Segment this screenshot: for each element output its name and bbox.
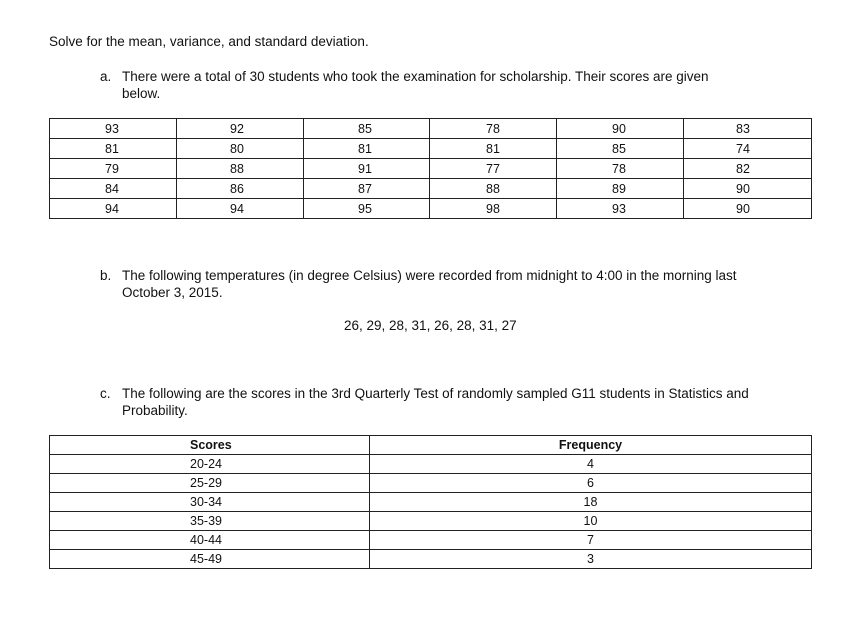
part-a-marker: a.	[100, 69, 112, 84]
score-interval-cell: 30-34	[50, 493, 370, 512]
part-c-text-line2: Probability.	[122, 403, 188, 418]
score-cell: 98	[430, 199, 557, 219]
table-row	[50, 179, 812, 199]
scores-table	[49, 118, 812, 219]
part-c-text-line1: The following are the scores in the 3rd Quarterly Test of randomly sampled G11 students in Statistics and	[122, 386, 749, 401]
part-b-marker: b.	[100, 268, 112, 283]
score-cell: 80	[177, 139, 304, 159]
score-cell: 81	[430, 139, 557, 159]
frequency-cell: 3	[370, 550, 812, 569]
part-a-text-line1: There were a total of 30 students who took the examination for scholarship. Their scores are given	[122, 69, 709, 84]
frequency-table	[49, 435, 812, 569]
table-row	[50, 550, 812, 569]
score-interval-cell: 40-44	[50, 531, 370, 550]
table-row	[50, 199, 812, 219]
header-frequency: Frequency	[370, 436, 812, 455]
score-cell: 90	[557, 119, 684, 139]
table-row	[50, 119, 812, 139]
table-row	[50, 531, 812, 550]
score-cell: 78	[557, 159, 684, 179]
frequency-cell: 4	[370, 455, 812, 474]
table-row	[50, 159, 812, 179]
score-cell: 93	[557, 199, 684, 219]
score-cell: 90	[684, 199, 812, 219]
score-cell: 95	[304, 199, 430, 219]
instructions: Solve for the mean, variance, and standard deviation.	[49, 34, 369, 49]
frequency-cell: 10	[370, 512, 812, 531]
temperature-list: 26, 29, 28, 31, 26, 28, 31, 27	[344, 318, 517, 333]
frequency-cell: 6	[370, 474, 812, 493]
frequency-cell: 7	[370, 531, 812, 550]
score-interval-cell: 20-24	[50, 455, 370, 474]
score-cell: 88	[430, 179, 557, 199]
score-cell: 79	[50, 159, 177, 179]
table-row	[50, 139, 812, 159]
score-cell: 92	[177, 119, 304, 139]
score-interval-cell: 25-29	[50, 474, 370, 493]
frequency-cell: 18	[370, 493, 812, 512]
part-c-marker: c.	[100, 386, 111, 401]
score-interval-cell: 35-39	[50, 512, 370, 531]
score-cell: 85	[557, 139, 684, 159]
score-cell: 81	[50, 139, 177, 159]
part-a-text-line2: below.	[122, 86, 161, 101]
part-b-text-line1: The following temperatures (in degree Celsius) were recorded from midnight to 4:00 in the morning last	[122, 268, 737, 283]
score-cell: 91	[304, 159, 430, 179]
score-cell: 88	[177, 159, 304, 179]
table-row	[50, 493, 812, 512]
score-cell: 77	[430, 159, 557, 179]
score-cell: 84	[50, 179, 177, 199]
table-row	[50, 512, 812, 531]
score-cell: 85	[304, 119, 430, 139]
score-cell: 94	[177, 199, 304, 219]
score-cell: 86	[177, 179, 304, 199]
score-cell: 83	[684, 119, 812, 139]
score-cell: 82	[684, 159, 812, 179]
score-cell: 87	[304, 179, 430, 199]
score-interval-cell: 45-49	[50, 550, 370, 569]
score-cell: 90	[684, 179, 812, 199]
frequency-table-header	[50, 436, 812, 455]
part-b-text-line2: October 3, 2015.	[122, 285, 223, 300]
score-cell: 78	[430, 119, 557, 139]
table-row	[50, 474, 812, 493]
score-cell: 94	[50, 199, 177, 219]
header-scores: Scores	[50, 436, 370, 455]
score-cell: 74	[684, 139, 812, 159]
score-cell: 81	[304, 139, 430, 159]
table-row	[50, 455, 812, 474]
score-cell: 93	[50, 119, 177, 139]
score-cell: 89	[557, 179, 684, 199]
